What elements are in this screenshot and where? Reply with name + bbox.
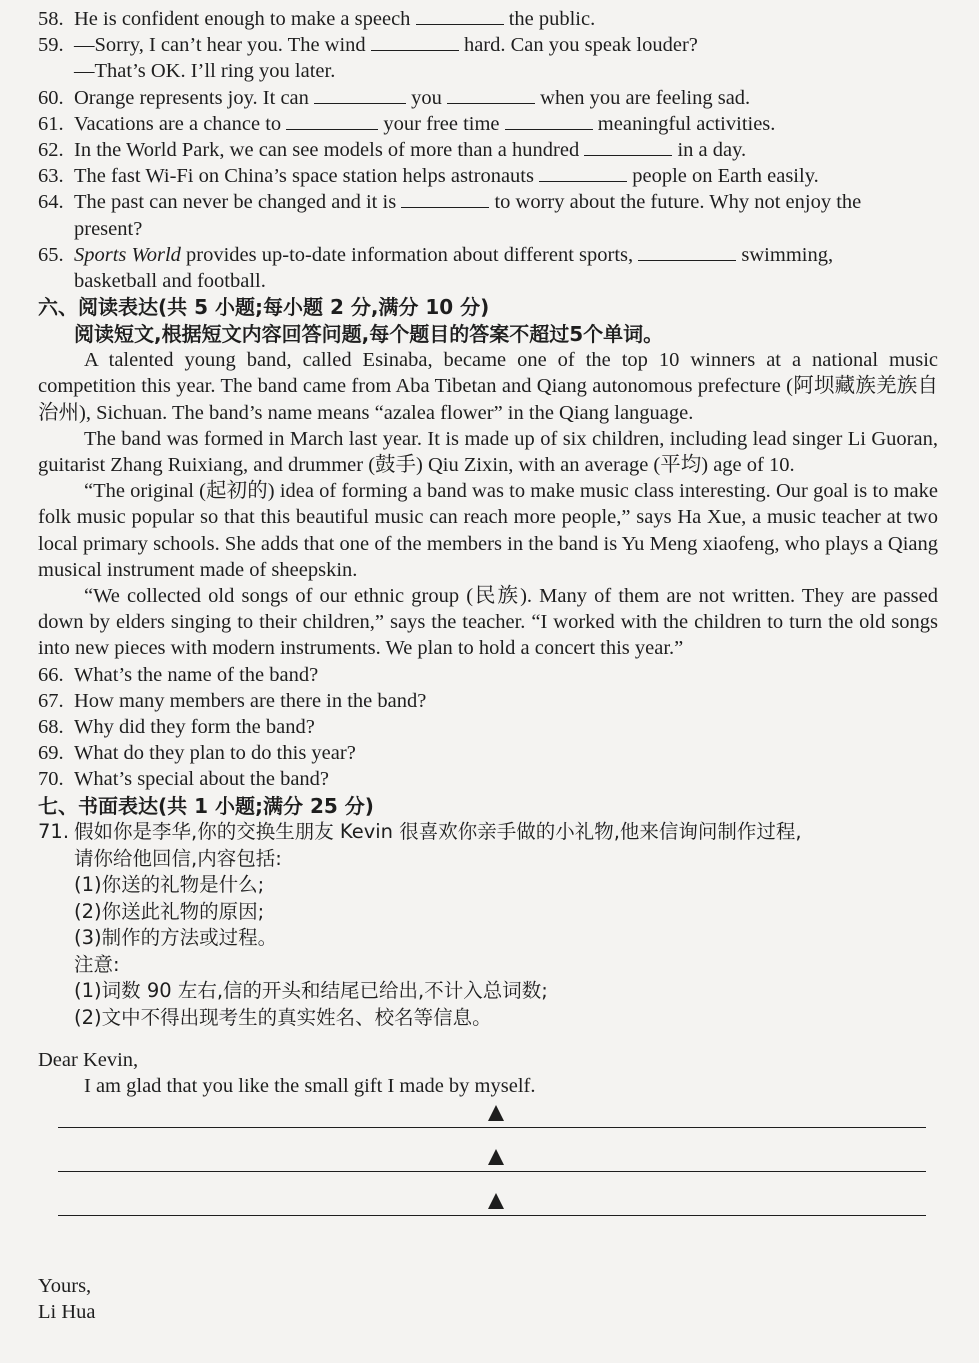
question-58: 58. He is confident enough to make a speech the public. xyxy=(38,6,938,32)
passage-paragraph: “We collected old songs of our ethnic group (民族). Many of them are not written. They are passed down by elders singing to their children,” says the teacher. “I worked with the children to turn the old songs into new pieces with modern instruments. We plan to hold a concert this year.” xyxy=(38,585,938,660)
prompt-item: (2)你送此礼物的原因; xyxy=(74,899,265,923)
note-label: 注意: xyxy=(74,952,120,976)
question-65: 65. Sports World provides up-to-date information about different sports, swimming, xyxy=(38,242,938,268)
question-61: 61. Vacations are a chance to your free time meaningful activities. xyxy=(38,111,938,137)
writing-prompt-cont: 请你给他回信,内容包括: xyxy=(74,846,282,870)
answer-blank[interactable] xyxy=(505,111,593,130)
question-64-cont: present? xyxy=(74,217,143,240)
question-number: 71. xyxy=(38,820,70,844)
prompt-item: (1)你送的礼物是什么; xyxy=(74,873,265,897)
question-63: 63. The fast Wi-Fi on China’s space station helps astronauts people on Earth easily. xyxy=(38,163,938,189)
letter-closing: Yours, xyxy=(38,1275,92,1298)
question-66: 66. What’s the name of the band? xyxy=(38,662,938,688)
question-65-cont: basketball and football. xyxy=(74,270,266,293)
writing-line[interactable] xyxy=(58,1215,926,1216)
prompt-item: (3)制作的方法或过程。 xyxy=(74,926,278,950)
magazine-title: Sports World xyxy=(74,243,181,266)
answer-blank[interactable] xyxy=(286,111,378,130)
note-item: (1)词数 90 左右,信的开头和结尾已给出,不计入总词数; xyxy=(74,979,548,1003)
passage-paragraph: A talented young band, called Esinaba, became one of the top 10 winners at a national music competition this year. The band came from Aba Tibetan and Qiang autonomous prefecture (阿坝藏族羌族自治州), Sichuan. The band’s name means “azalea flower” in the Qiang language. xyxy=(38,349,938,424)
question-number: 60. xyxy=(38,86,64,109)
answer-blank[interactable] xyxy=(638,242,736,261)
question-number: 61. xyxy=(38,112,64,135)
question-67: 67. How many members are there in the band? xyxy=(38,688,938,714)
writing-prompt: 71. 假如你是李华,你的交换生朋友 Kevin 很喜欢你亲手做的小礼物,他来信询问制作过程, xyxy=(38,819,938,846)
writing-line[interactable] xyxy=(58,1127,926,1128)
exam-page xyxy=(38,6,938,1325)
answer-blank[interactable] xyxy=(539,163,627,182)
question-64: 64. The past can never be changed and it is to worry about the future. Why not enjoy the xyxy=(38,189,938,215)
section-7-heading: 七、书面表达(共 1 小题;满分 25 分) xyxy=(38,793,374,818)
question-59: 59. —Sorry, I can’t hear you. The wind hard. Can you speak louder? xyxy=(38,32,938,58)
section-6-heading: 六、阅读表达(共 5 小题;每小题 2 分,满分 10 分) xyxy=(38,295,490,320)
question-number: 67. xyxy=(38,689,64,712)
question-69: 69. What do they plan to do this year? xyxy=(38,740,938,766)
question-number: 59. xyxy=(38,34,64,57)
writing-area[interactable] xyxy=(38,1099,938,1239)
triangle-marker-icon xyxy=(488,1105,504,1121)
question-number: 64. xyxy=(38,191,64,214)
question-68: 68. Why did they form the band? xyxy=(38,714,938,740)
answer-blank[interactable] xyxy=(447,85,535,104)
answer-blank[interactable] xyxy=(584,137,672,156)
question-59-reply: —That’s OK. I’ll ring you later. xyxy=(74,60,336,83)
question-number: 65. xyxy=(38,243,64,266)
question-60: 60. Orange represents joy. It can you when you are feeling sad. xyxy=(38,85,938,111)
question-number: 62. xyxy=(38,139,64,162)
question-number: 63. xyxy=(38,165,64,188)
triangle-marker-icon xyxy=(488,1149,504,1165)
question-number: 68. xyxy=(38,716,64,739)
answer-blank[interactable] xyxy=(401,189,489,208)
answer-blank[interactable] xyxy=(416,6,504,25)
question-70: 70. What’s special about the band? xyxy=(38,766,938,792)
letter-opening: I am glad that you like the small gift I made by myself. xyxy=(84,1075,536,1098)
triangle-marker-icon xyxy=(488,1193,504,1209)
answer-blank[interactable] xyxy=(314,85,406,104)
writing-line[interactable] xyxy=(58,1171,926,1172)
section-6-instruction: 阅读短文,根据短文内容回答问题,每个题目的答案不超过5个单词。 xyxy=(74,321,664,346)
question-number: 69. xyxy=(38,742,64,765)
letter-greeting: Dear Kevin, xyxy=(38,1049,139,1072)
question-62: 62. In the World Park, we can see models of more than a hundred in a day. xyxy=(38,137,938,163)
passage-paragraph: “The original (起初的) idea of forming a band was to make music class interesting. Our goal is to make folk music popular so that this beautiful music can reach more people,” says Ha Xue, a music teacher at two local primary schools. She adds that one of the members in the band is Yu Meng xiaofeng, who plays a Qiang musical instrument made of sheepskin. xyxy=(38,480,938,581)
letter-signature: Li Hua xyxy=(38,1301,96,1324)
question-number: 58. xyxy=(38,8,64,30)
question-number: 66. xyxy=(38,663,64,686)
passage-paragraph: The band was formed in March last year. It is made up of six children, including lead singer Li Guoran, guitarist Zhang Ruixiang, and drummer (鼓手) Qiu Zixin, with an average (平均) age of 10. xyxy=(38,427,938,477)
note-item: (2)文中不得出现考生的真实姓名、校名等信息。 xyxy=(74,1005,492,1029)
answer-blank[interactable] xyxy=(371,32,459,51)
question-number: 70. xyxy=(38,768,64,791)
